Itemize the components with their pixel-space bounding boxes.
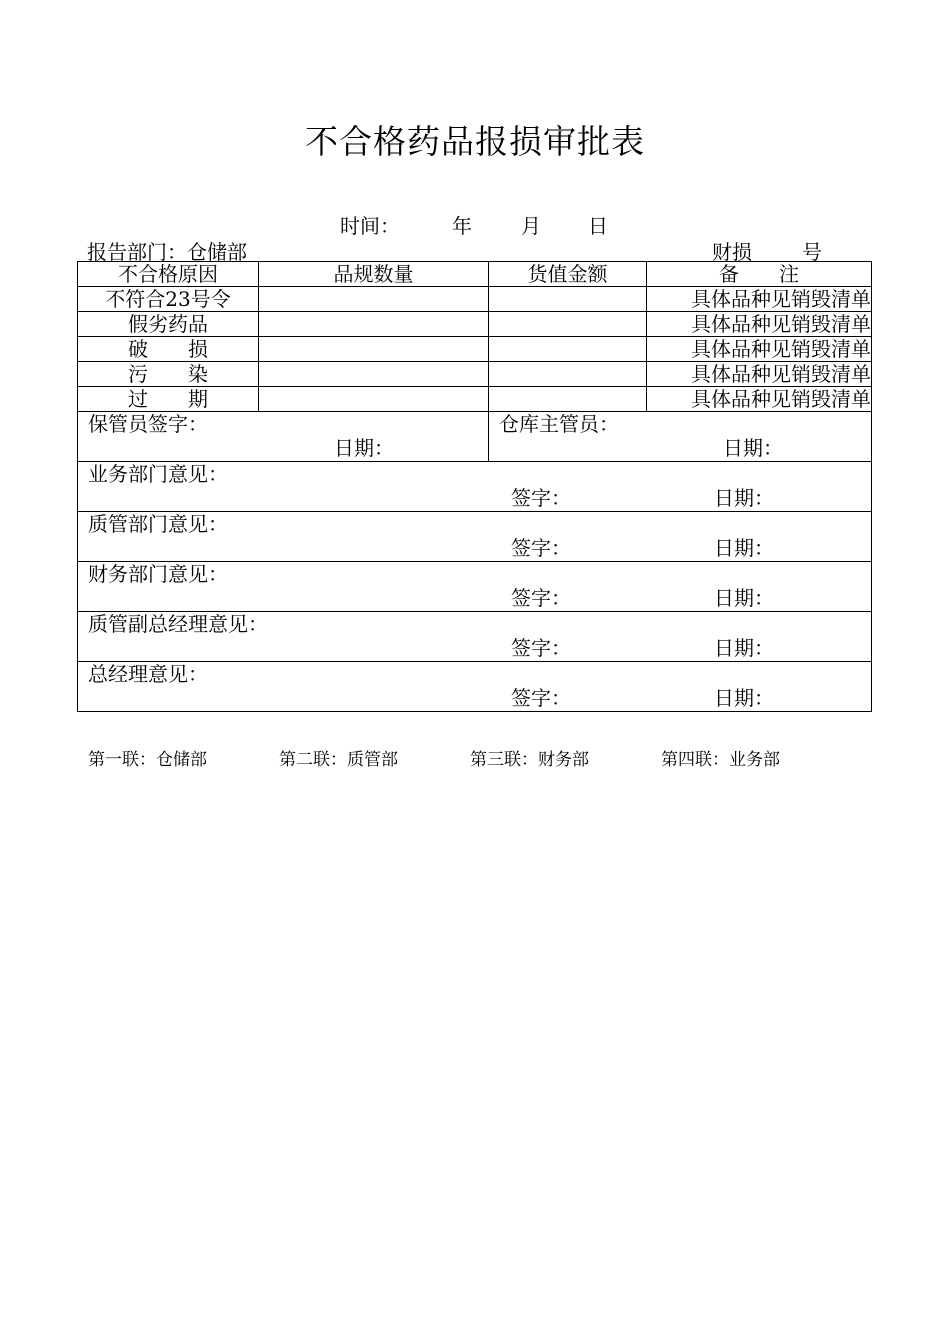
row-reason: 不符合23号令 bbox=[78, 287, 259, 312]
opinion-row bbox=[78, 512, 872, 562]
opinion-row bbox=[78, 612, 872, 662]
manager-sign-cell[interactable] bbox=[489, 412, 872, 462]
row-reason: 破 损 bbox=[78, 337, 259, 362]
opinion-date-label: 日期： bbox=[714, 586, 774, 610]
opinion-cell-gm[interactable] bbox=[78, 662, 872, 712]
row-qty[interactable] bbox=[259, 312, 489, 337]
table-row bbox=[78, 312, 872, 337]
opinion-row bbox=[78, 662, 872, 712]
table-row bbox=[78, 362, 872, 387]
opinion-sign-label: 签字： bbox=[511, 586, 571, 610]
row-qty[interactable] bbox=[259, 362, 489, 387]
table-row bbox=[78, 287, 872, 312]
opinion-label: 质管副总经理意见： bbox=[88, 612, 268, 636]
row-value[interactable] bbox=[489, 362, 647, 387]
approval-table bbox=[77, 261, 872, 712]
opinion-label: 总经理意见： bbox=[88, 662, 208, 686]
opinion-cell-business[interactable] bbox=[78, 462, 872, 512]
header-value: 货值金额 bbox=[489, 262, 647, 287]
date-day: 日 bbox=[588, 214, 608, 238]
row-note: 具体品种见销毁清单 bbox=[647, 387, 872, 412]
manager-date-label: 日期： bbox=[723, 436, 783, 460]
opinion-row bbox=[78, 462, 872, 512]
row-value[interactable] bbox=[489, 337, 647, 362]
header-qty: 品规数量 bbox=[259, 262, 489, 287]
row-note: 具体品种见销毁清单 bbox=[647, 337, 872, 362]
opinion-label: 质管部门意见： bbox=[88, 512, 228, 536]
row-value[interactable] bbox=[489, 387, 647, 412]
opinion-date-label: 日期： bbox=[714, 536, 774, 560]
row-qty[interactable] bbox=[259, 387, 489, 412]
row-reason: 污 染 bbox=[78, 362, 259, 387]
footer-copy-2: 第二联：质管部 bbox=[279, 750, 398, 770]
date-year: 年 bbox=[452, 214, 472, 238]
opinion-date-label: 日期： bbox=[714, 486, 774, 510]
opinion-date-label: 日期： bbox=[714, 686, 774, 710]
keeper-sign-cell[interactable] bbox=[78, 412, 489, 462]
page-title: 不合格药品报损审批表 bbox=[305, 122, 645, 161]
opinion-row bbox=[78, 562, 872, 612]
header-note: 备 注 bbox=[647, 262, 872, 287]
footer-copy-3: 第三联：财务部 bbox=[470, 750, 589, 770]
loss-number-suffix: 号 bbox=[802, 240, 822, 264]
row-note: 具体品种见销毁清单 bbox=[647, 362, 872, 387]
opinion-cell-quality[interactable] bbox=[78, 512, 872, 562]
opinion-label: 业务部门意见： bbox=[88, 462, 228, 486]
row-note: 具体品种见销毁清单 bbox=[647, 287, 872, 312]
footer-copy-4: 第四联：业务部 bbox=[661, 750, 780, 770]
opinion-label: 财务部门意见： bbox=[88, 562, 228, 586]
opinion-date-label: 日期： bbox=[714, 636, 774, 660]
table-row bbox=[78, 337, 872, 362]
row-qty[interactable] bbox=[259, 337, 489, 362]
manager-sign-label: 仓库主管员： bbox=[499, 412, 619, 436]
opinion-sign-label: 签字： bbox=[511, 686, 571, 710]
row-qty[interactable] bbox=[259, 287, 489, 312]
row-value[interactable] bbox=[489, 312, 647, 337]
table-header-row bbox=[78, 262, 872, 287]
keeper-date-label: 日期： bbox=[334, 436, 394, 460]
opinion-sign-label: 签字： bbox=[511, 486, 571, 510]
report-dept: 报告部门：仓储部 bbox=[87, 240, 247, 264]
opinion-sign-label: 签字： bbox=[511, 636, 571, 660]
row-reason: 过 期 bbox=[78, 387, 259, 412]
opinion-cell-finance[interactable] bbox=[78, 562, 872, 612]
date-label: 时间： bbox=[340, 214, 400, 238]
loss-number-prefix: 财损 bbox=[712, 240, 752, 264]
opinion-cell-deputy-gm[interactable] bbox=[78, 612, 872, 662]
header-reason: 不合格原因 bbox=[78, 262, 259, 287]
row-reason: 假劣药品 bbox=[78, 312, 259, 337]
row-value[interactable] bbox=[489, 287, 647, 312]
date-month: 月 bbox=[521, 214, 541, 238]
opinion-sign-label: 签字： bbox=[511, 536, 571, 560]
keeper-signature-row bbox=[78, 412, 872, 462]
row-note: 具体品种见销毁清单 bbox=[647, 312, 872, 337]
table-row bbox=[78, 387, 872, 412]
footer-copy-1: 第一联：仓储部 bbox=[88, 750, 207, 770]
keeper-sign-label: 保管员签字： bbox=[88, 412, 208, 436]
